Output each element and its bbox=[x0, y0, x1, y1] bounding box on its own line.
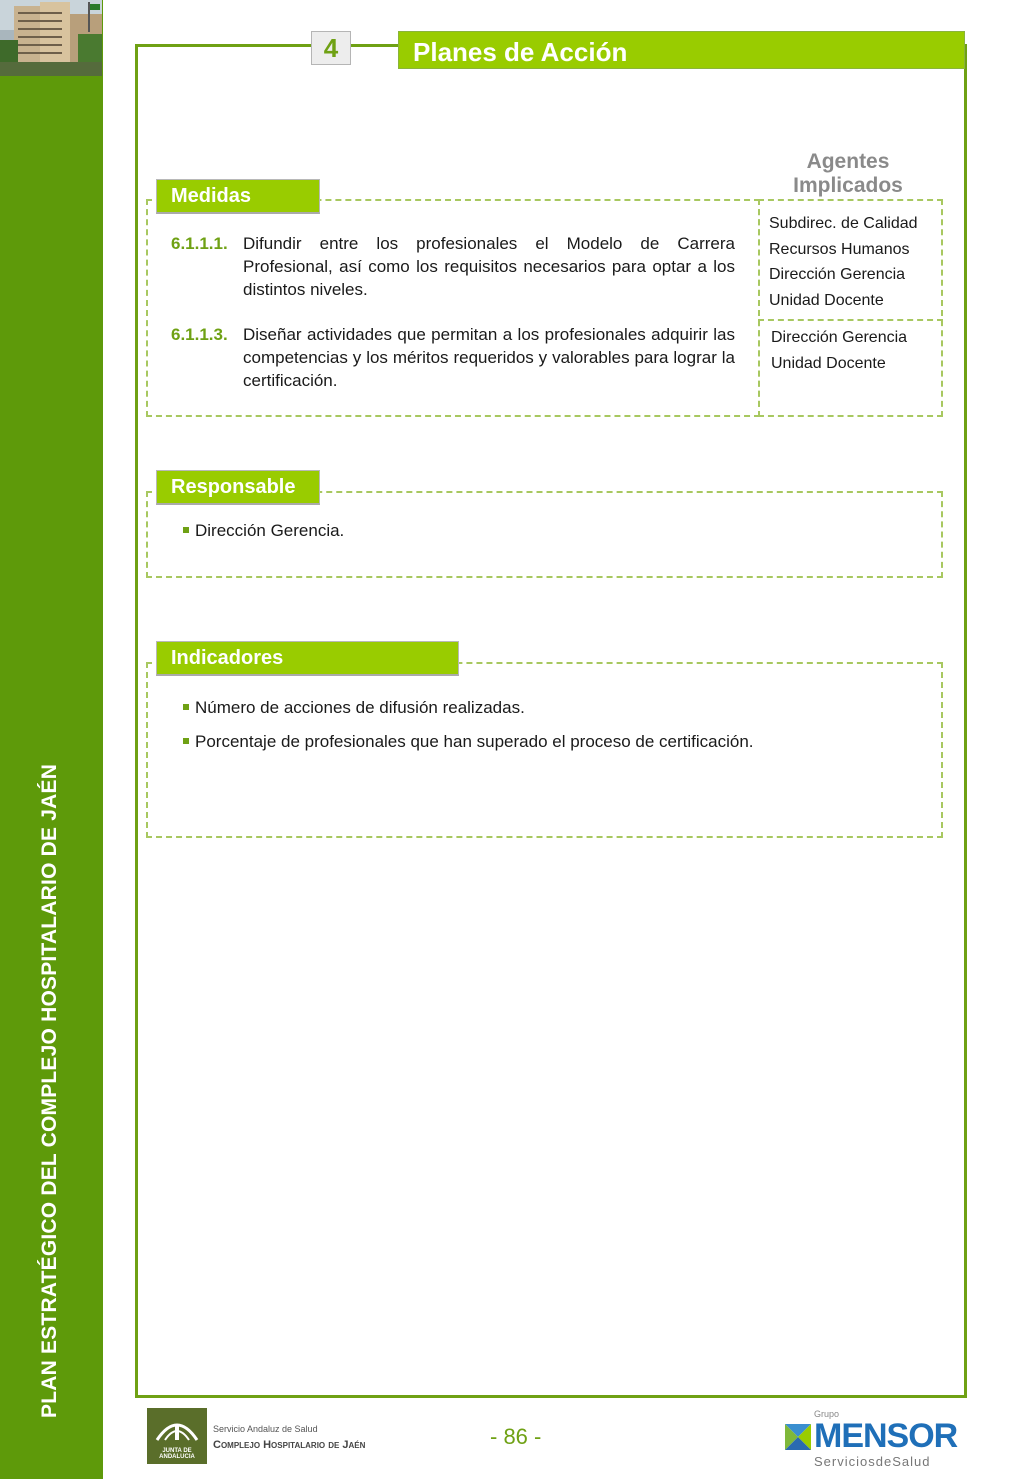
indicadores-tab: Indicadores bbox=[156, 641, 459, 676]
agent-list-2 bbox=[771, 325, 907, 376]
vertical-document-title: PLAN ESTRATÉGICO DEL COMPLEJO HOSPITALARIO DE JAÉN bbox=[38, 763, 61, 1418]
agentes-heading-line2: Implicados bbox=[793, 174, 903, 197]
measure-item bbox=[171, 232, 735, 301]
agentes-heading-line1: Agentes bbox=[806, 150, 890, 173]
mensor-grupo: Grupo bbox=[814, 1409, 840, 1419]
hospital-building-icon bbox=[0, 0, 102, 76]
mensor-wordmark: MENSOR bbox=[814, 1417, 958, 1455]
junta-text: JUNTA DE ANDALUCIA bbox=[159, 1448, 195, 1460]
measure-code: 6.1.1.3. bbox=[171, 325, 228, 344]
agentes-heading bbox=[760, 150, 936, 198]
sas-text: Servicio Andaluz de Salud bbox=[213, 1424, 318, 1434]
junta-andalucia-emblem bbox=[147, 1408, 207, 1464]
agent-name: Subdirec. de Calidad bbox=[769, 215, 918, 232]
indicador-item: Porcentaje de profesionales que han superado el proceso de certificación. bbox=[183, 732, 754, 752]
hospital-photo bbox=[0, 0, 102, 76]
agent-list-1 bbox=[769, 211, 918, 313]
agentes-divider bbox=[758, 319, 943, 321]
agent-name: Recursos Humanos bbox=[769, 240, 910, 258]
responsable-tab: Responsable bbox=[156, 470, 320, 505]
hospital-name: Complejo Hospitalario de Jaén bbox=[213, 1439, 366, 1451]
page-title-bar bbox=[398, 31, 965, 69]
chapter-number: 4 bbox=[311, 31, 351, 65]
mensor-logo bbox=[780, 1408, 960, 1472]
agent-name: Unidad Docente bbox=[771, 354, 886, 372]
mensor-subtitle: ServiciosdeSalud bbox=[814, 1454, 931, 1469]
agent-name: Dirección Gerencia bbox=[771, 329, 908, 346]
responsable-item: Dirección Gerencia. bbox=[183, 521, 344, 541]
medidas-tab: Medidas bbox=[156, 179, 320, 214]
agent-name: Unidad Docente bbox=[769, 291, 884, 309]
page-number: - 86 - bbox=[490, 1424, 542, 1449]
sas-logo bbox=[147, 1408, 397, 1464]
page-title: Planes de Acción bbox=[413, 37, 628, 67]
measure-text: Diseñar actividades que permitan a los profesionales adquirir las competencias y los méritos requeridos y valorables para lograr la certificación. bbox=[243, 325, 735, 390]
sidebar bbox=[0, 0, 103, 1479]
agent-name: Dirección Gerencia bbox=[769, 266, 906, 283]
junta-andalucia-icon bbox=[147, 1408, 207, 1448]
mensor-emblem-icon bbox=[783, 1420, 813, 1454]
measure-code: 6.1.1.1. bbox=[171, 234, 228, 253]
measure-item bbox=[171, 323, 735, 392]
measure-text: Difundir entre los profesionales el Modelo de Carrera Profesional, así como los requisitos necesarios para optar a los distintos niveles. bbox=[243, 234, 735, 299]
indicador-item: Número de acciones de difusión realizadas. bbox=[183, 698, 525, 718]
